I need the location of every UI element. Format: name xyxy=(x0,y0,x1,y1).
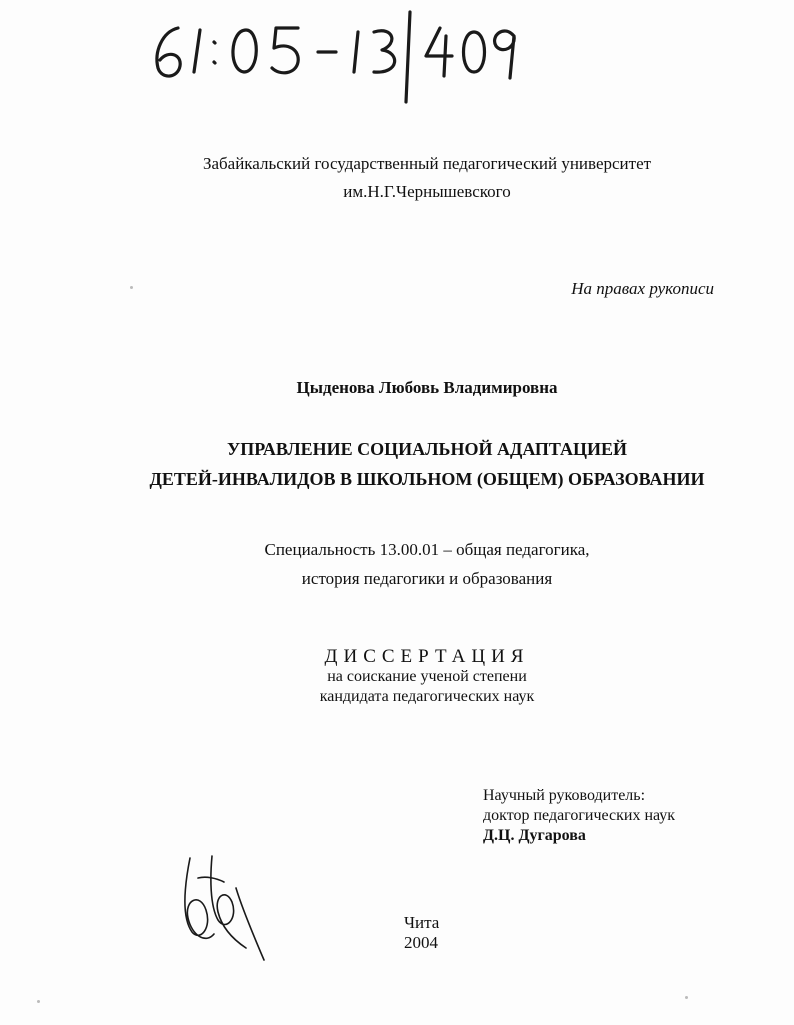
university-named-after: им.Н.Г.Чернышевского xyxy=(343,182,511,201)
signature-icon xyxy=(176,848,276,968)
specialty-line-1: Специальность 13.00.01 – общая педагогика, xyxy=(264,540,590,559)
author-name: Цыденова Любовь Владимировна xyxy=(296,378,558,397)
advisor-label: Научный руководитель: xyxy=(483,787,646,804)
thesis-title-line-1: УПРАВЛЕНИЕ СОЦИАЛЬНОЙ АДАПТАЦИЕЙ xyxy=(226,439,628,459)
degree-purpose-line-2: кандидата педагогических наук xyxy=(319,688,535,705)
city-name: Чита xyxy=(404,913,440,932)
advisor-degree: доктор педагогических наук xyxy=(483,807,676,824)
scan-speck xyxy=(130,286,133,289)
handwritten-signature xyxy=(176,848,276,968)
archive-code-handwriting xyxy=(148,6,528,106)
advisor-name: Д.Ц. Дугарова xyxy=(483,827,586,844)
publication-year: 2004 xyxy=(404,933,438,952)
scan-speck xyxy=(37,1000,40,1003)
handwritten-archive-code xyxy=(148,6,528,106)
manuscript-rights-note: На правах рукописи xyxy=(571,279,714,298)
scan-speck xyxy=(685,996,688,999)
university-name: Забайкальский государственный педагогический университет xyxy=(202,154,652,173)
thesis-title-line-2: ДЕТЕЙ-ИНВАЛИДОВ В ШКОЛЬНОМ (ОБЩЕМ) ОБРАЗОВАНИИ xyxy=(149,469,705,489)
dissertation-heading: ДИССЕРТАЦИЯ xyxy=(324,646,530,667)
degree-purpose-line-1: на соискание ученой степени xyxy=(327,668,527,685)
specialty-line-2: история педагогики и образования xyxy=(301,569,553,588)
